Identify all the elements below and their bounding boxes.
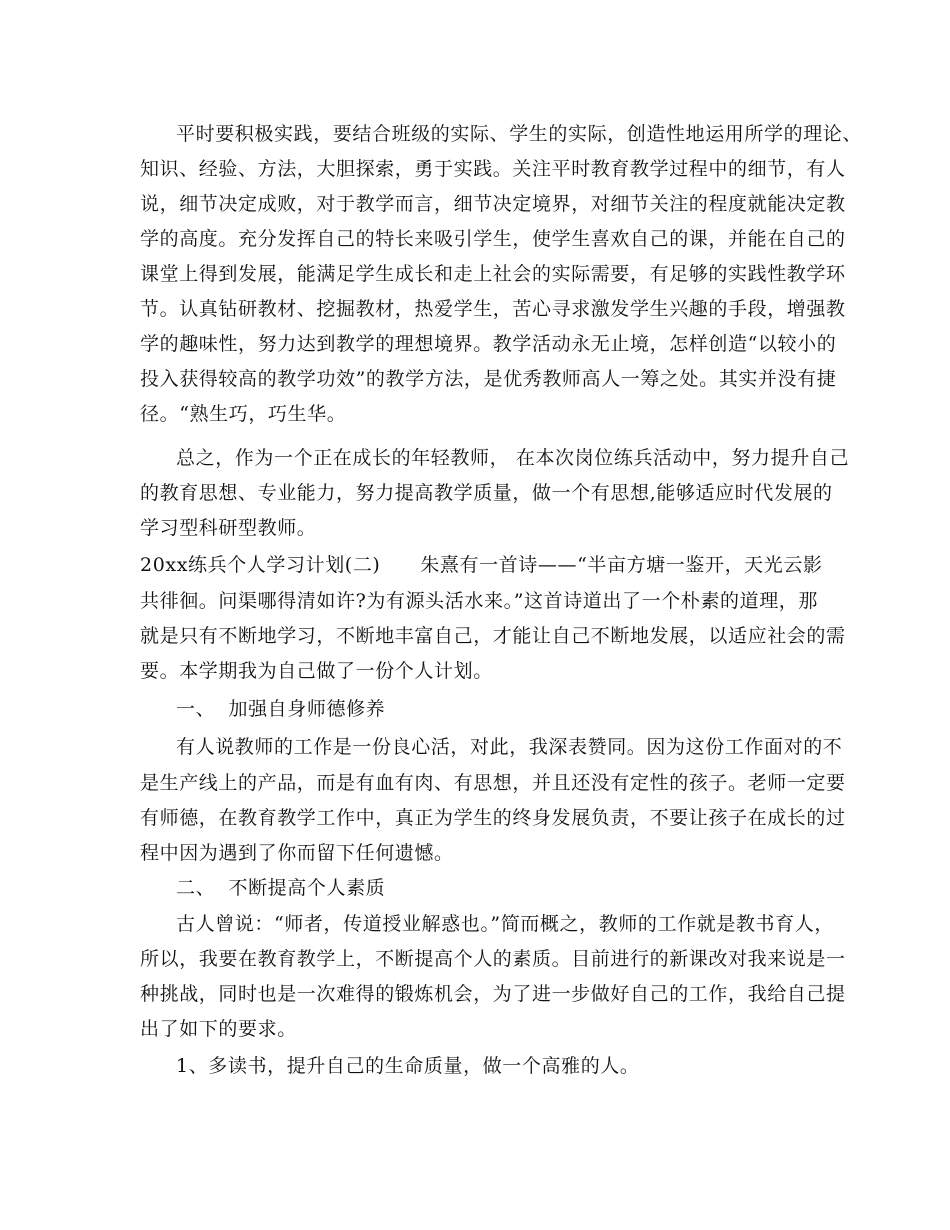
text-line: 说，细节决定成败，对于教学而言，细节决定境界，对细节关注的程度就能决定教 [140,193,846,215]
subheading: 二、 不断提高个人素质 [176,877,386,899]
text-line: 的教育思想、专业能力，努力提高教学质量，做一个有思想,能够适应时代发展的 [140,482,833,504]
text-line: 程中因为遇到了你而留下任何遗憾。 [140,842,454,864]
text-line: 古人曾说：“师者，传道授业解惑也。”简而概之，教师的工作就是教书育人， [176,913,834,935]
text-line: 所以，我要在教育教学上，不断提高个人的素质。目前进行的新课改对我来说是一 [140,948,846,970]
text-line: 要。本学期我为自己做了一份个人计划。 [140,660,493,682]
text-line: 是生产线上的产品，而是有血有肉、有思想，并且还没有定性的孩子。老师一定要 [140,772,846,794]
text-line: 平时要积极实践，要结合班级的实际、学生的实际，创造性地运用所学的理论、 [176,123,863,145]
text-line: 学的高度。充分发挥自己的特长来吸引学生，使学生喜欢自己的课，并能在自己的 [140,228,846,250]
text-line: 总之，作为一个正在成长的年轻教师， 在本次岗位练兵活动中，努力提升自己 [176,447,850,469]
section-heading-line: 20xx练兵个人学习计划(二) 朱熹有一首诗——“半亩方塘一鉴开，天光云影 [140,554,823,576]
text-line: 种挑战，同时也是一次难得的锻炼机会，为了进一步做好自己的工作，我给自己提 [140,983,846,1005]
text-line: 有师德，在教育教学工作中，真正为学生的终身发展负责，不要让孩子在成长的过 [140,807,846,829]
text-line: 知识、经验、方法，大胆探索，勇于实践。关注平时教育教学过程中的细节，有人 [140,158,846,180]
text-line: 学的趣味性，努力达到教学的理想境界。教学活动永无止境，怎样创造“以较小的 [140,333,837,355]
subheading: 一、 加强自身师德修养 [176,698,386,720]
text-line: 节。认真钻研教材、挖掘教材，热爱学生，苦心寻求激发学生兴趣的手段，增强教 [140,298,846,320]
text-line: 学习型科研型教师。 [140,517,317,539]
text-line: 课堂上得到发展，能满足学生成长和走上社会的实际需要，有足够的实践性教学环 [140,263,846,285]
text-line: 有人说教师的工作是一份良心活，对此，我深表赞同。因为这份工作面对的不 [176,736,843,758]
text-line: 共徘徊。问渠哪得清如许?为有源头活水来。”这首诗道出了一个朴素的道理，那 [140,590,819,612]
text-line: 就是只有不断地学习，不断地丰富自己，才能让自己不断地发展，以适应社会的需 [140,625,846,647]
text-line: 投入获得较高的教学功效”的教学方法，是优秀教师高人一筹之处。其实并没有捷 [140,368,837,390]
text-line: 出了如下的要求。 [140,1018,297,1040]
text-line: 径。“熟生巧，巧生华。 [140,403,347,425]
list-item: 1、多读书，提升自己的生命质量，做一个高雅的人。 [176,1055,640,1077]
